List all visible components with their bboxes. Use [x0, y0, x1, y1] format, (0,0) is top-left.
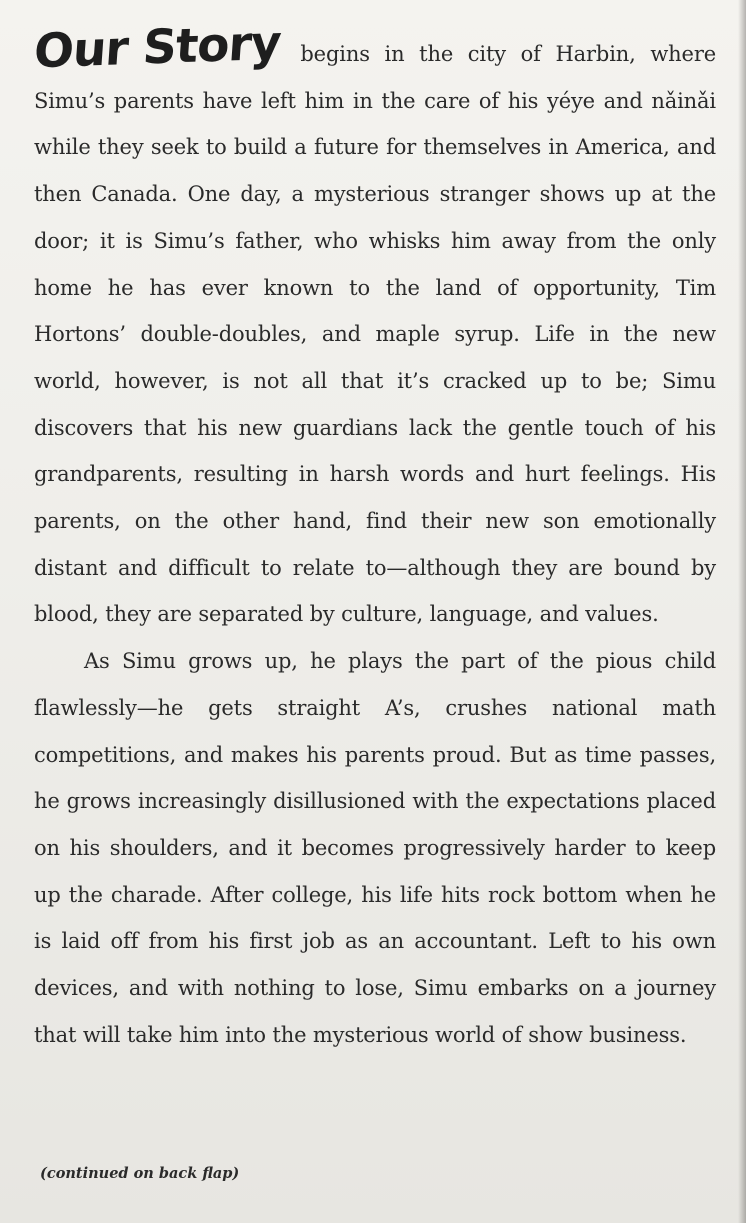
- flap-text-block: [32, 15, 716, 1058]
- paragraph-1: [32, 15, 716, 638]
- continued-note: (continued on back flap): [40, 1165, 240, 1182]
- paragraph-1-text: begins in the city of Harbin, where Simu’s parents have left him in the care of his yéye and nǎinǎi while they seek to build a future for themselves in America, and then Canada. One day, a mysterious stranger shows up at the door; it is Simu’s father, who whisks him away from the only home he has ever known to the land of opportunity, Tim Hortons’ double-doubles, and maple syrup. Life in the new world, however, is not all that it’s cracked up to be; Simu discovers that his new guardians lack the gentle touch of his grandparents, resulting in harsh words and hurt feelings. His parents, on the other hand, find their new son emotionally distant and difficult to relate to—although they are bound by blood, they are separated by culture, language, and values.: [34, 42, 716, 627]
- page-edge-shadow: [738, 0, 746, 1223]
- paragraph-2: As Simu grows up, he plays the part of the pious child flawlessly—he gets straight A’s, crushes national math competitions, and makes his parents proud. But as time passes, he grows increasingly disillusioned with the expectations placed on his shoulders, and it becomes progressively harder to keep up the charade. After college, his life hits rock bottom when he is laid off from his first job as an accountant. Left to his own devices, and with nothing to lose, Simu embarks on a journey that will take him into the mysterious world of show business.: [34, 649, 716, 1047]
- story-heading: Our Story: [32, 15, 283, 80]
